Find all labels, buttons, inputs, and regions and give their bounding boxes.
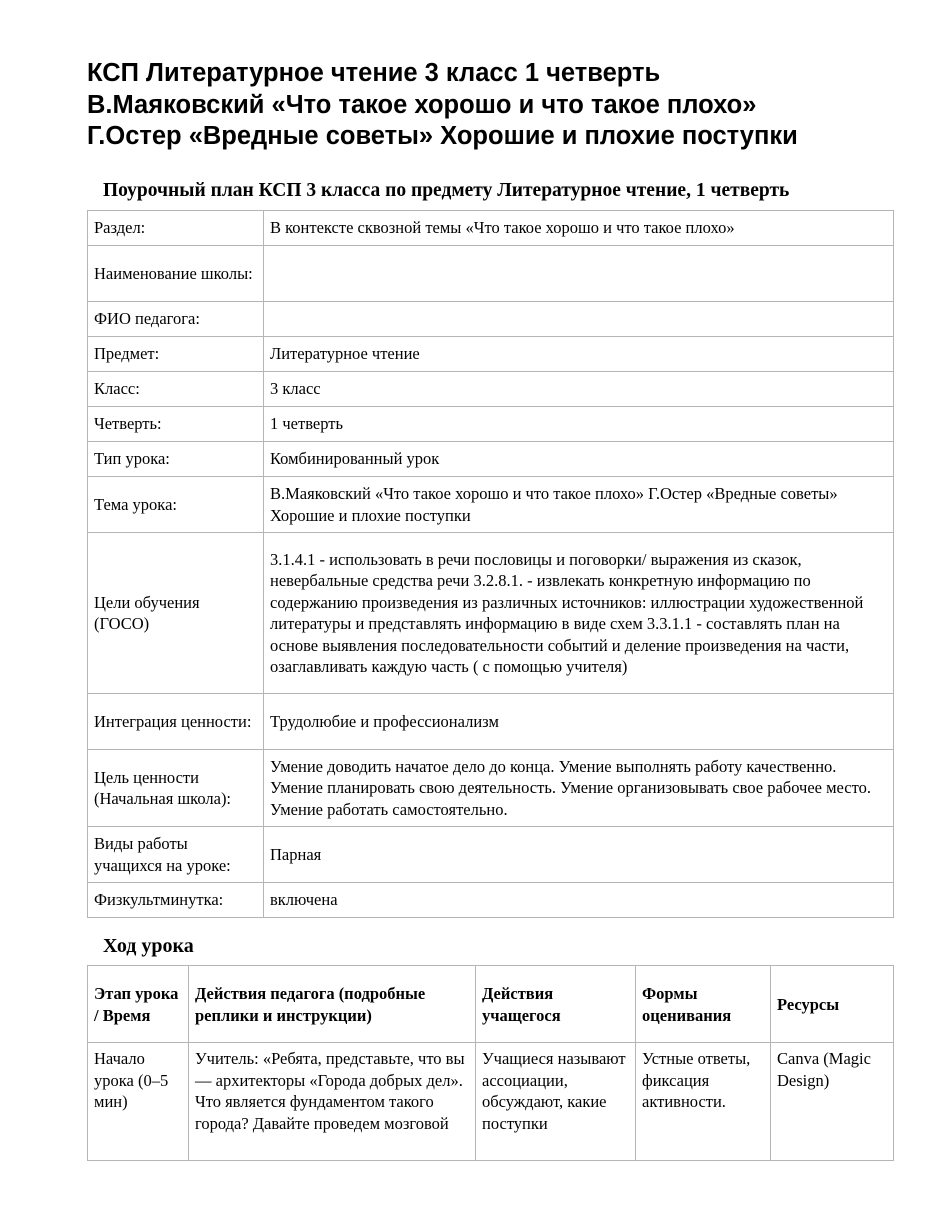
row-label: Наименование школы: <box>88 246 264 302</box>
table-row <box>88 407 894 442</box>
row-value: В контексте сквозной темы «Что такое хорошо и что такое плохо» <box>264 211 894 246</box>
row-value: Умение доводить начатое дело до конца. Умение выполнять работу качественно. Умение планировать свою деятельность. Умение организовывать свое рабочее место. Умение работать самостоятельно. <box>264 750 894 827</box>
row-value: 3.1.4.1 - использовать в речи пословицы и поговорки/ выражения из сказок, невербальные средства речи 3.2.8.1. - извлекать конкретную информацию по содержанию произведения из различных источников: иллюстрации художественной литературы и представлять информацию в виде схем 3.3.1.1 - составлять план на основе выявления последовательности событий и деление произведения на части, озаглавливать каждую часть ( с помощью учителя) <box>264 533 894 694</box>
document-title <box>87 58 887 153</box>
table-header-row <box>88 966 894 1043</box>
table-row <box>88 533 894 694</box>
row-label: Цель ценности (Начальная школа): <box>88 750 264 827</box>
row-label: ФИО педагога: <box>88 302 264 337</box>
stage-cell: Начало урока (0–5 мин) <box>88 1043 189 1161</box>
column-header-assessment: Формы оценивания <box>636 966 771 1043</box>
title-line: Г.Остер «Вредные советы» Хорошие и плохие поступки <box>87 122 798 150</box>
lesson-progress-table <box>87 965 894 1161</box>
row-label: Интеграция ценности: <box>88 694 264 750</box>
table-row <box>88 827 894 883</box>
teacher-actions-cell: Учитель: «Ребята, представьте, что вы — архитекторы «Города добрых дел». Что является фундаментом такого города? Давайте проведем мозговой <box>189 1043 476 1161</box>
lesson-progress-heading: Ход урока <box>103 935 194 957</box>
row-value: Литературное чтение <box>264 337 894 372</box>
table-row <box>88 694 894 750</box>
table-row <box>88 211 894 246</box>
table-row <box>88 337 894 372</box>
resources-cell: Canva (Magic Design) <box>771 1043 894 1161</box>
title-line: В.Маяковский «Что такое хорошо и что такое плохо» <box>87 90 757 119</box>
column-header-resources: Ресурсы <box>771 966 894 1043</box>
row-value: включена <box>264 883 894 918</box>
row-label: Раздел: <box>88 211 264 246</box>
row-label: Тип урока: <box>88 442 264 477</box>
lesson-info-table <box>87 210 894 918</box>
row-value: Комбинированный урок <box>264 442 894 477</box>
table-row <box>88 1043 894 1161</box>
row-value: 3 класс <box>264 372 894 407</box>
column-header-student: Действия учащегося <box>476 966 636 1043</box>
row-label: Предмет: <box>88 337 264 372</box>
row-value: В.Маяковский «Что такое хорошо и что такое плохо» Г.Остер «Вредные советы» Хорошие и плохие поступки <box>264 477 894 533</box>
row-value <box>264 246 894 302</box>
table-row <box>88 442 894 477</box>
row-label: Цели обучения (ГОСО) <box>88 533 264 694</box>
row-label: Виды работы учащихся на уроке: <box>88 827 264 883</box>
row-value: Парная <box>264 827 894 883</box>
column-header-teacher: Действия педагога (подробные реплики и инструкции) <box>189 966 476 1043</box>
table-row <box>88 750 894 827</box>
row-value: Трудолюбие и профессионализм <box>264 694 894 750</box>
row-label: Четверть: <box>88 407 264 442</box>
table-row <box>88 372 894 407</box>
row-label: Класс: <box>88 372 264 407</box>
row-value: 1 четверть <box>264 407 894 442</box>
assessment-cell: Устные ответы, фиксация активности. <box>636 1043 771 1161</box>
title-line: КСП Литературное чтение 3 класс 1 четверть <box>87 59 661 87</box>
student-actions-cell: Учащиеся называют ассоциации, обсуждают, какие поступки <box>476 1043 636 1161</box>
column-header-stage: Этап урока / Время <box>88 966 189 1043</box>
table-row <box>88 883 894 918</box>
table-row <box>88 246 894 302</box>
row-label: Тема урока: <box>88 477 264 533</box>
row-label: Физкультминутка: <box>88 883 264 918</box>
table-row <box>88 477 894 533</box>
table-row <box>88 302 894 337</box>
row-value <box>264 302 894 337</box>
plan-subtitle: Поурочный план КСП 3 класса по предмету Литературное чтение, 1 четверть <box>103 180 790 201</box>
